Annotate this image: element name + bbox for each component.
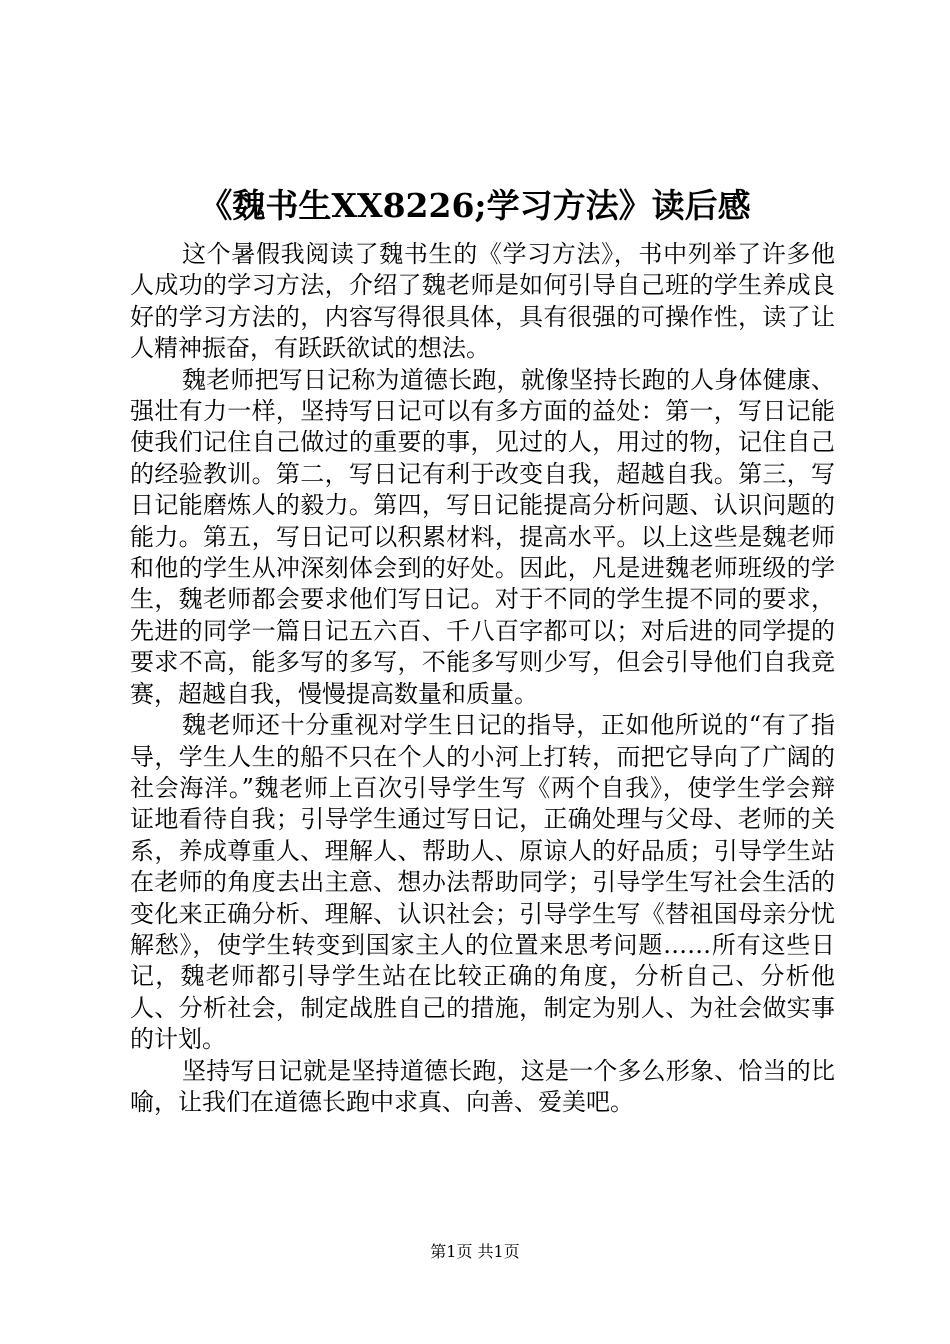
paragraph-1: 这个暑假我阅读了魏书生的《学习方法》，书中列举了许多他人成功的学习方法，介绍了魏老师是如何引导自己班的学生养成良好的学习方法的，内容写得很具体，具有很强的可操作性，读了让人精神振奋，有跃跃欲试的想法。 bbox=[130, 240, 835, 363]
document-title: 《魏书生XX8226;学习方法》读后感 bbox=[199, 186, 751, 225]
paragraph-2: 魏老师把写日记称为道德长跑，就像坚持长跑的人身体健康、强壮有力一样，坚持写日记可以有多方面的益处：第一，写日记能使我们记住自己做过的重要的事，见过的人，用过的物，记住自己的经验教训。第二，写日记有利于改变自我，超越自我。第三，写日记能磨炼人的毅力。第四，写日记能提高分析问题、认识问题的能力。第五，写日记可以积累材料，提高水平。以上这些是魏老师和他的学生从冲深刻体会到的好处。因此，凡是进魏老师班级的学生，魏老师都会要求他们写日记。对于不同的学生提不同的要求，先进的同学一篇日记五六百、千八百字都可以；对后进的同学提的要求不高，能多写的多写，不能多写则少写，但会引导他们自我竞赛，超越自我，慢慢提高数量和质量。 bbox=[130, 365, 835, 708]
page-number-footer: 第1页 共1页 bbox=[430, 1242, 520, 1261]
document-body bbox=[130, 239, 835, 1118]
paragraph-3: 魏老师还十分重视对学生日记的指导，正如他所说的“有了指导，学生人生的船不只在个人的小河上打转，而把它导向了广阔的社会海洋。”魏老师上百次引导学生写《两个自我》，使学生学会辩证地看待自我；引导学生通过写日记，正确处理与父母、老师的关系，养成尊重人、理解人、帮助人、原谅人的好品质；引导学生站在老师的角度去出主意、想办法帮助同学；引导学生写社会生活的变化来正确分析、理解、认识社会；引导学生写《替祖国母亲分忧解愁》，使学生转变到国家主人的位置来思考问题……所有这些日记，魏老师都引导学生站在比较正确的角度，分析自己、分析他人、分析社会，制定战胜自己的措施，制定为别人、为社会做实事的计划。 bbox=[130, 711, 835, 1054]
paragraph-4: 坚持写日记就是坚持道德长跑，这是一个多么形象、恰当的比喻，让我们在道德长跑中求真、向善、爱美吧。 bbox=[130, 1056, 835, 1116]
